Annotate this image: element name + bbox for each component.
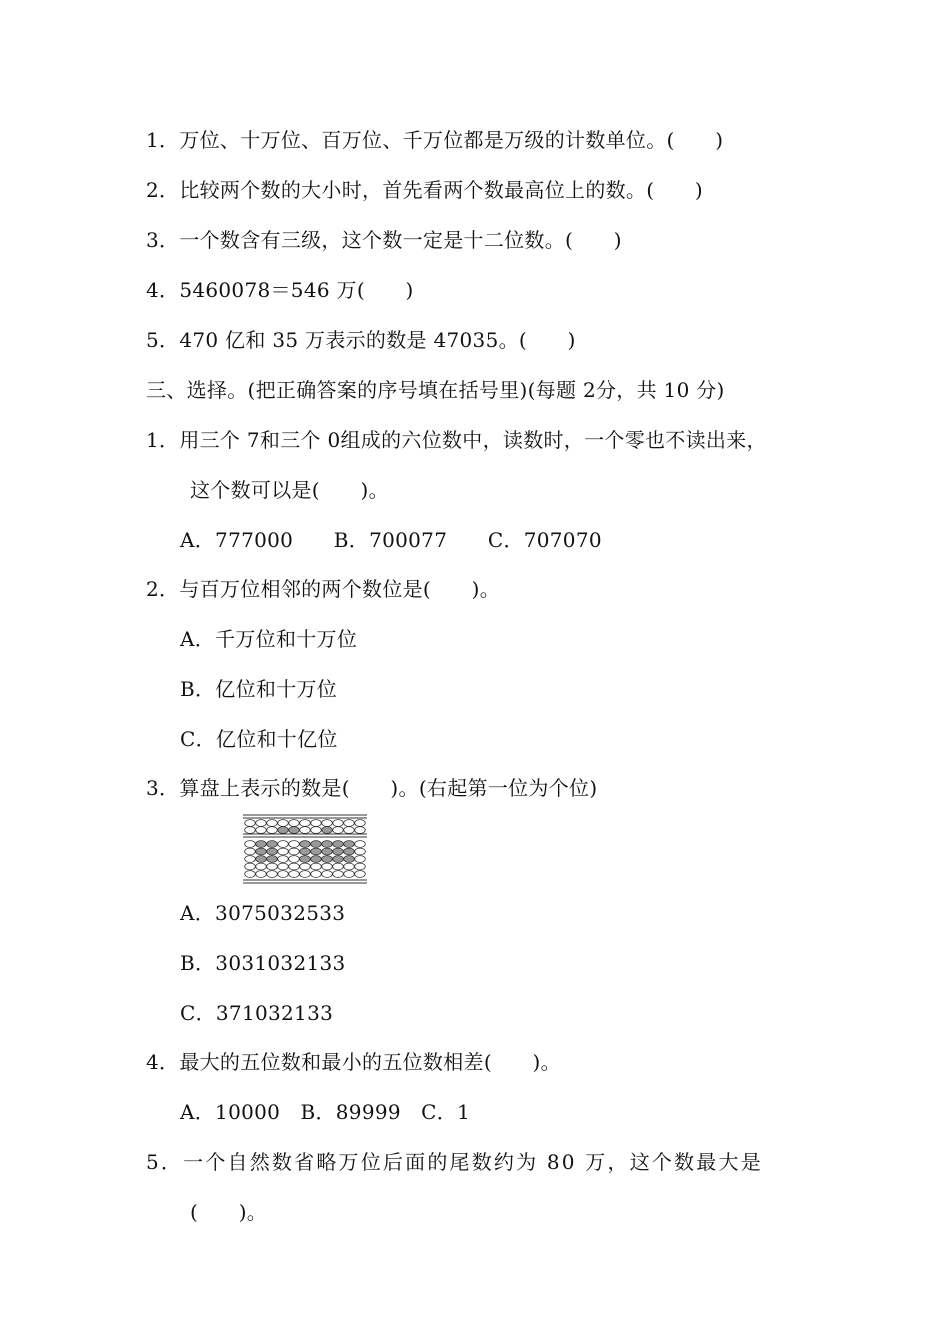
abacus-bead: [300, 856, 311, 863]
abacus-bead: [256, 871, 267, 878]
abacus-bead: [355, 863, 366, 870]
abacus-bead: [289, 820, 300, 827]
abacus-bead: [278, 827, 289, 834]
q2-option-c: C．亿位和十亿位: [180, 727, 338, 751]
abacus-bead: [333, 820, 344, 827]
q4-stem: 4．最大的五位数和最小的五位数相差( )。: [146, 1050, 561, 1074]
q1-stem-line2: 这个数可以是( )。: [190, 478, 389, 502]
judge-item-1: 1．万位、十万位、百万位、千万位都是万级的计数单位。( ): [146, 128, 724, 152]
abacus-bead: [300, 841, 311, 848]
judge-item-4: 4．5460078＝546 万( ): [146, 278, 414, 302]
abacus-bead: [245, 820, 256, 827]
abacus-bead: [355, 856, 366, 863]
abacus-bead: [267, 827, 278, 834]
q2-option-a: A．千万位和十万位: [180, 627, 358, 651]
abacus-bead: [311, 863, 322, 870]
abacus-bead: [311, 856, 322, 863]
abacus-bead: [355, 827, 366, 834]
abacus-bead: [245, 827, 256, 834]
abacus-bead: [322, 827, 333, 834]
q2-stem: 2．与百万位相邻的两个数位是( )。: [146, 577, 501, 601]
abacus-bead: [289, 827, 300, 834]
abacus-bead: [256, 863, 267, 870]
abacus-bead: [333, 841, 344, 848]
abacus-bead: [267, 841, 278, 848]
abacus-bead: [322, 841, 333, 848]
abacus-bead: [267, 820, 278, 827]
q5-stem-line2: ( )。: [190, 1200, 268, 1224]
abacus-bead: [300, 863, 311, 870]
abacus-bead: [278, 871, 289, 878]
abacus-bead: [256, 856, 267, 863]
abacus-bead: [289, 841, 300, 848]
abacus-bead: [344, 863, 355, 870]
abacus-bead: [300, 827, 311, 834]
judge-item-3: 3．一个数含有三级，这个数一定是十二位数。( ): [146, 228, 622, 252]
abacus-bead: [245, 863, 256, 870]
abacus-bead: [256, 848, 267, 855]
abacus-bead: [355, 871, 366, 878]
section-title: 三、选择。(把正确答案的序号填在括号里)(每题 2分，共 10 分): [146, 378, 725, 402]
abacus-bead: [333, 863, 344, 870]
abacus-bead: [355, 848, 366, 855]
abacus-bead: [355, 841, 366, 848]
abacus-bead: [344, 820, 355, 827]
abacus-bead: [256, 827, 267, 834]
abacus-bead: [333, 871, 344, 878]
abacus-bead: [256, 841, 267, 848]
judge-item-2: 2．比较两个数的大小时，首先看两个数最高位上的数。( ): [146, 178, 704, 202]
abacus-bead: [311, 827, 322, 834]
abacus-bead: [278, 863, 289, 870]
q1-stem-line1: 1．用三个 7和三个 0组成的六位数中，读数时，一个零也不读出来，: [146, 428, 767, 452]
abacus-bead: [300, 848, 311, 855]
q4-options: A．10000 B．89999 C．1: [180, 1100, 471, 1124]
abacus-bead: [322, 871, 333, 878]
q3-option-b: B．3031032133: [180, 951, 346, 975]
abacus-bead: [344, 848, 355, 855]
abacus-bead: [322, 820, 333, 827]
q5-stem-line1: 5．一个自然数省略万位后面的尾数约为 80 万，这个数最大是: [146, 1150, 763, 1174]
abacus-bead: [256, 820, 267, 827]
q1-options: A．777000 B．700077 C．707070: [180, 528, 602, 552]
abacus-bead: [278, 848, 289, 855]
abacus-bead: [311, 820, 322, 827]
abacus-bead: [344, 827, 355, 834]
abacus-bead: [322, 856, 333, 863]
abacus-bead: [278, 856, 289, 863]
abacus-bead: [300, 871, 311, 878]
abacus-bead: [311, 848, 322, 855]
abacus-bead: [267, 863, 278, 870]
abacus-bead: [278, 820, 289, 827]
abacus-bead: [245, 871, 256, 878]
abacus-image: [243, 814, 367, 884]
abacus-bead: [333, 827, 344, 834]
abacus-bead: [300, 820, 311, 827]
abacus-bead: [311, 841, 322, 848]
abacus-bead: [278, 841, 289, 848]
abacus-bead: [333, 848, 344, 855]
abacus-bead: [289, 863, 300, 870]
abacus-bead: [355, 820, 366, 827]
abacus-bead: [245, 841, 256, 848]
q3-option-a: A．3075032533: [180, 901, 346, 925]
abacus-bead: [322, 848, 333, 855]
abacus-bead: [289, 848, 300, 855]
abacus-bead: [322, 863, 333, 870]
abacus-bead: [344, 841, 355, 848]
q3-option-c: C．371032133: [180, 1001, 334, 1025]
abacus-bead: [267, 856, 278, 863]
abacus-bead: [245, 856, 256, 863]
q3-stem: 3．算盘上表示的数是( )。(右起第一位为个位): [146, 776, 598, 800]
abacus-bead: [289, 856, 300, 863]
q2-option-b: B．亿位和十万位: [180, 677, 338, 701]
abacus-bead: [245, 848, 256, 855]
abacus-bead: [344, 871, 355, 878]
abacus-bead: [267, 871, 278, 878]
abacus-bead: [311, 871, 322, 878]
judge-item-5: 5．470 亿和 35 万表示的数是 47035。( ): [146, 328, 576, 352]
abacus-bead: [289, 871, 300, 878]
abacus-bead: [344, 856, 355, 863]
abacus-bead: [333, 856, 344, 863]
abacus-bead: [267, 848, 278, 855]
